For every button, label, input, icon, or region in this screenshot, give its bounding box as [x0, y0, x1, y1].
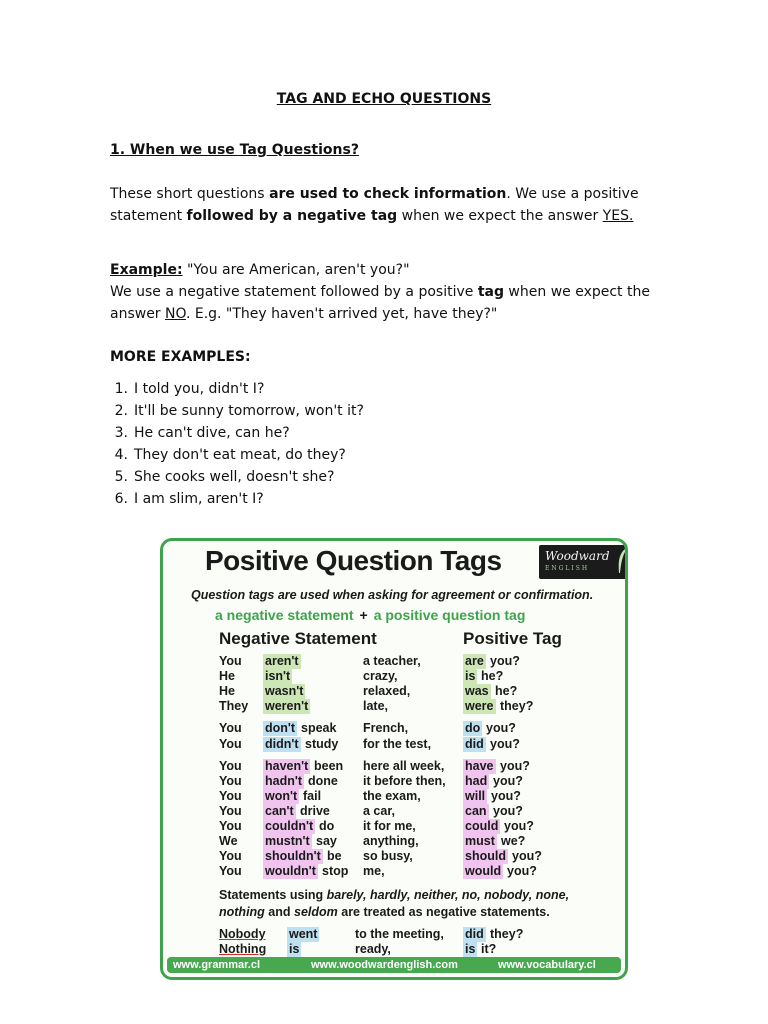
- row-subject: You: [219, 864, 242, 878]
- footer-link-vocabulary[interactable]: www.vocabulary.cl: [498, 959, 596, 971]
- list-item: [114, 466, 364, 488]
- row-subject: You: [219, 849, 242, 863]
- row-subject: Nobody: [219, 927, 266, 941]
- row-complement: the exam,: [363, 789, 421, 803]
- row-subject: He: [219, 684, 235, 698]
- paragraph-2: [110, 281, 650, 325]
- row-subject: You: [219, 819, 242, 833]
- underlined-run: NO: [165, 306, 186, 322]
- footer-bar: [167, 957, 621, 973]
- row-tag-pronoun: they?: [500, 699, 534, 713]
- row-subject: You: [219, 759, 242, 773]
- row-complement: relaxed,: [363, 684, 411, 698]
- row-complement: for the test,: [363, 737, 432, 751]
- list-item: [114, 400, 364, 422]
- example-text: "You are American, aren't you?": [182, 262, 410, 278]
- note-italic: seldom: [294, 905, 338, 919]
- paragraph-1-line-1: [110, 183, 639, 205]
- list-number: 3.: [114, 425, 128, 441]
- formula-right: a positive question tag: [373, 607, 526, 623]
- row-auxiliary: isn't: [265, 669, 291, 683]
- bold-run: followed by a negative tag: [186, 208, 398, 224]
- row-verb: do: [319, 819, 335, 833]
- row-subject: He: [219, 669, 235, 683]
- list-text: They don't eat meat, do they?: [134, 447, 346, 463]
- paragraph-2-line-2: [110, 303, 650, 325]
- list-text: I told you, didn't I?: [134, 381, 265, 397]
- row-subject: You: [219, 654, 242, 668]
- row-verb: drive: [300, 804, 330, 818]
- row-subject: We: [219, 834, 238, 848]
- note-italic: nothing: [219, 905, 265, 919]
- infographic-title: Positive Question Tags: [205, 545, 502, 576]
- paragraph-2-line-1: [110, 281, 650, 303]
- row-auxiliary: mustn't: [265, 834, 310, 848]
- row-verb: stop: [322, 864, 349, 878]
- row-tag-pronoun: you?: [512, 849, 542, 863]
- row-tag-pronoun: he?: [481, 669, 504, 683]
- feather-icon: [617, 548, 627, 574]
- row-verb: be: [327, 849, 342, 863]
- logo-text: Woodward: [545, 549, 610, 563]
- row-auxiliary: hadn't: [265, 774, 302, 788]
- row-complement: French,: [363, 721, 409, 735]
- list-text: It'll be sunny tomorrow, won't it?: [134, 403, 364, 419]
- row-subject: They: [219, 699, 249, 713]
- row-auxiliary: couldn't: [265, 819, 314, 833]
- bold-run: are used to check information: [269, 186, 507, 202]
- row-subject: You: [219, 789, 242, 803]
- row-tag-pronoun: you?: [490, 654, 520, 668]
- row-auxiliary: can't: [265, 804, 294, 818]
- row-auxiliary: won't: [265, 789, 298, 803]
- row-complement: me,: [363, 864, 385, 878]
- list-item: [114, 444, 364, 466]
- text-run: when we expect the answer: [397, 208, 603, 224]
- examples-list: [110, 378, 364, 510]
- row-auxiliary: wasn't: [265, 684, 304, 698]
- column-heading-left: Negative Statement: [219, 629, 377, 648]
- negative-words-note: [219, 887, 599, 921]
- underlined-run: YES.: [602, 208, 634, 224]
- woodward-logo: [539, 545, 628, 579]
- row-auxiliary: don't: [265, 721, 296, 735]
- row-verb: study: [305, 737, 339, 751]
- row-complement: late,: [363, 699, 389, 713]
- row-verb: went: [289, 927, 318, 941]
- row-tag-pronoun: you?: [504, 819, 534, 833]
- row-verb: fail: [303, 789, 322, 803]
- text-run: . We use a positive: [506, 186, 639, 202]
- row-tag: will: [465, 789, 486, 803]
- row-tag: could: [465, 819, 499, 833]
- footer-link-grammar[interactable]: www.grammar.cl: [173, 959, 261, 971]
- bold-run: tag: [477, 284, 504, 300]
- row-tag: would: [465, 864, 502, 878]
- row-subject: You: [219, 774, 242, 788]
- row-verb: say: [316, 834, 337, 848]
- row-verb: speak: [301, 721, 337, 735]
- paragraph-1-line-2: [110, 205, 639, 227]
- row-complement: it for me,: [363, 819, 416, 833]
- text-run: We use a negative statement followed by a positive: [110, 284, 478, 300]
- formula-plus: +: [359, 607, 368, 623]
- row-tag: had: [465, 774, 488, 788]
- row-complement: here all week,: [363, 759, 445, 773]
- note-text: and: [264, 905, 294, 919]
- row-tag-pronoun: you?: [493, 774, 523, 788]
- row-complement: to the meeting,: [355, 927, 444, 941]
- row-tag-pronoun: you?: [490, 737, 520, 751]
- text-run: statement: [110, 208, 187, 224]
- question-tags-infographic: [160, 538, 628, 980]
- list-number: 2.: [114, 403, 128, 419]
- formula: [215, 607, 525, 623]
- row-verb: been: [314, 759, 344, 773]
- row-auxiliary: didn't: [265, 737, 299, 751]
- example-line: [110, 259, 410, 281]
- row-tag: did: [465, 927, 484, 941]
- row-tag-pronoun: he?: [495, 684, 518, 698]
- row-tag: do: [465, 721, 481, 735]
- footer-link-woodward[interactable]: www.woodwardenglish.com: [311, 959, 458, 971]
- row-tag: is: [465, 942, 476, 956]
- example-label: Example:: [110, 262, 183, 278]
- list-item: [114, 378, 364, 400]
- row-tag: are: [465, 654, 484, 668]
- list-number: 6.: [114, 491, 128, 507]
- note-text: Statements using: [219, 888, 327, 902]
- row-tag-pronoun: you?: [486, 721, 516, 735]
- row-tag: can: [465, 804, 487, 818]
- row-auxiliary: wouldn't: [265, 864, 316, 878]
- text-run: . E.g. "They haven't arrived yet, have they?": [185, 306, 498, 322]
- row-verb: done: [308, 774, 338, 788]
- row-auxiliary: weren't: [265, 699, 309, 713]
- list-item: [114, 488, 364, 510]
- text-run: when we expect the: [503, 284, 650, 300]
- row-tag: must: [465, 834, 495, 848]
- list-text: He can't dive, can he?: [134, 425, 290, 441]
- text-run: These short questions: [110, 186, 270, 202]
- row-complement: so busy,: [363, 849, 413, 863]
- row-auxiliary: shouldn't: [265, 849, 321, 863]
- row-auxiliary: aren't: [265, 654, 299, 668]
- paragraph-1: [110, 183, 639, 227]
- row-tag-pronoun: you?: [500, 759, 530, 773]
- row-subject: You: [219, 804, 242, 818]
- infographic-intro: Question tags are used when asking for agreement or confirmation.: [191, 588, 594, 602]
- row-complement: crazy,: [363, 669, 398, 683]
- row-complement: anything,: [363, 834, 419, 848]
- row-subject: Nothing: [219, 942, 267, 956]
- row-tag-pronoun: you?: [507, 864, 537, 878]
- row-tag: did: [465, 737, 484, 751]
- row-tag-pronoun: you?: [493, 804, 523, 818]
- section-heading-text: 1. When we use Tag Questions?: [110, 142, 359, 158]
- row-tag-pronoun: you?: [491, 789, 521, 803]
- list-number: 4.: [114, 447, 128, 463]
- row-auxiliary: haven't: [265, 759, 309, 773]
- row-tag: is: [465, 669, 476, 683]
- list-text: I am slim, aren't I?: [134, 491, 264, 507]
- logo-subtext: ENGLISH: [545, 565, 590, 572]
- row-complement: it before then,: [363, 774, 446, 788]
- row-subject: You: [219, 721, 242, 735]
- document-title: TAG AND ECHO QUESTIONS: [276, 91, 492, 107]
- row-tag: should: [465, 849, 506, 863]
- list-number: 5.: [114, 469, 128, 485]
- formula-left: a negative statement: [215, 607, 354, 623]
- row-complement: a teacher,: [363, 654, 421, 668]
- row-complement: ready,: [355, 942, 391, 956]
- note-text: are treated as negative statements.: [337, 905, 550, 919]
- row-verb: is: [289, 942, 300, 956]
- list-text: She cooks well, doesn't she?: [134, 469, 335, 485]
- list-number: 1.: [114, 381, 128, 397]
- note-italic: barely, hardly, neither, no, nobody, none,: [326, 888, 570, 902]
- section-heading: [110, 139, 359, 161]
- row-subject: You: [219, 737, 242, 751]
- row-tag: was: [465, 684, 489, 698]
- text-run: answer: [110, 306, 166, 322]
- more-examples-heading: MORE EXAMPLES:: [110, 349, 251, 365]
- row-tag: were: [465, 699, 494, 713]
- row-tag-pronoun: they?: [490, 927, 524, 941]
- row-tag-pronoun: it?: [481, 942, 497, 956]
- column-heading-right: Positive Tag: [463, 629, 562, 648]
- row-complement: a car,: [363, 804, 395, 818]
- row-tag-pronoun: we?: [501, 834, 526, 848]
- list-item: [114, 422, 364, 444]
- row-tag: have: [465, 759, 494, 773]
